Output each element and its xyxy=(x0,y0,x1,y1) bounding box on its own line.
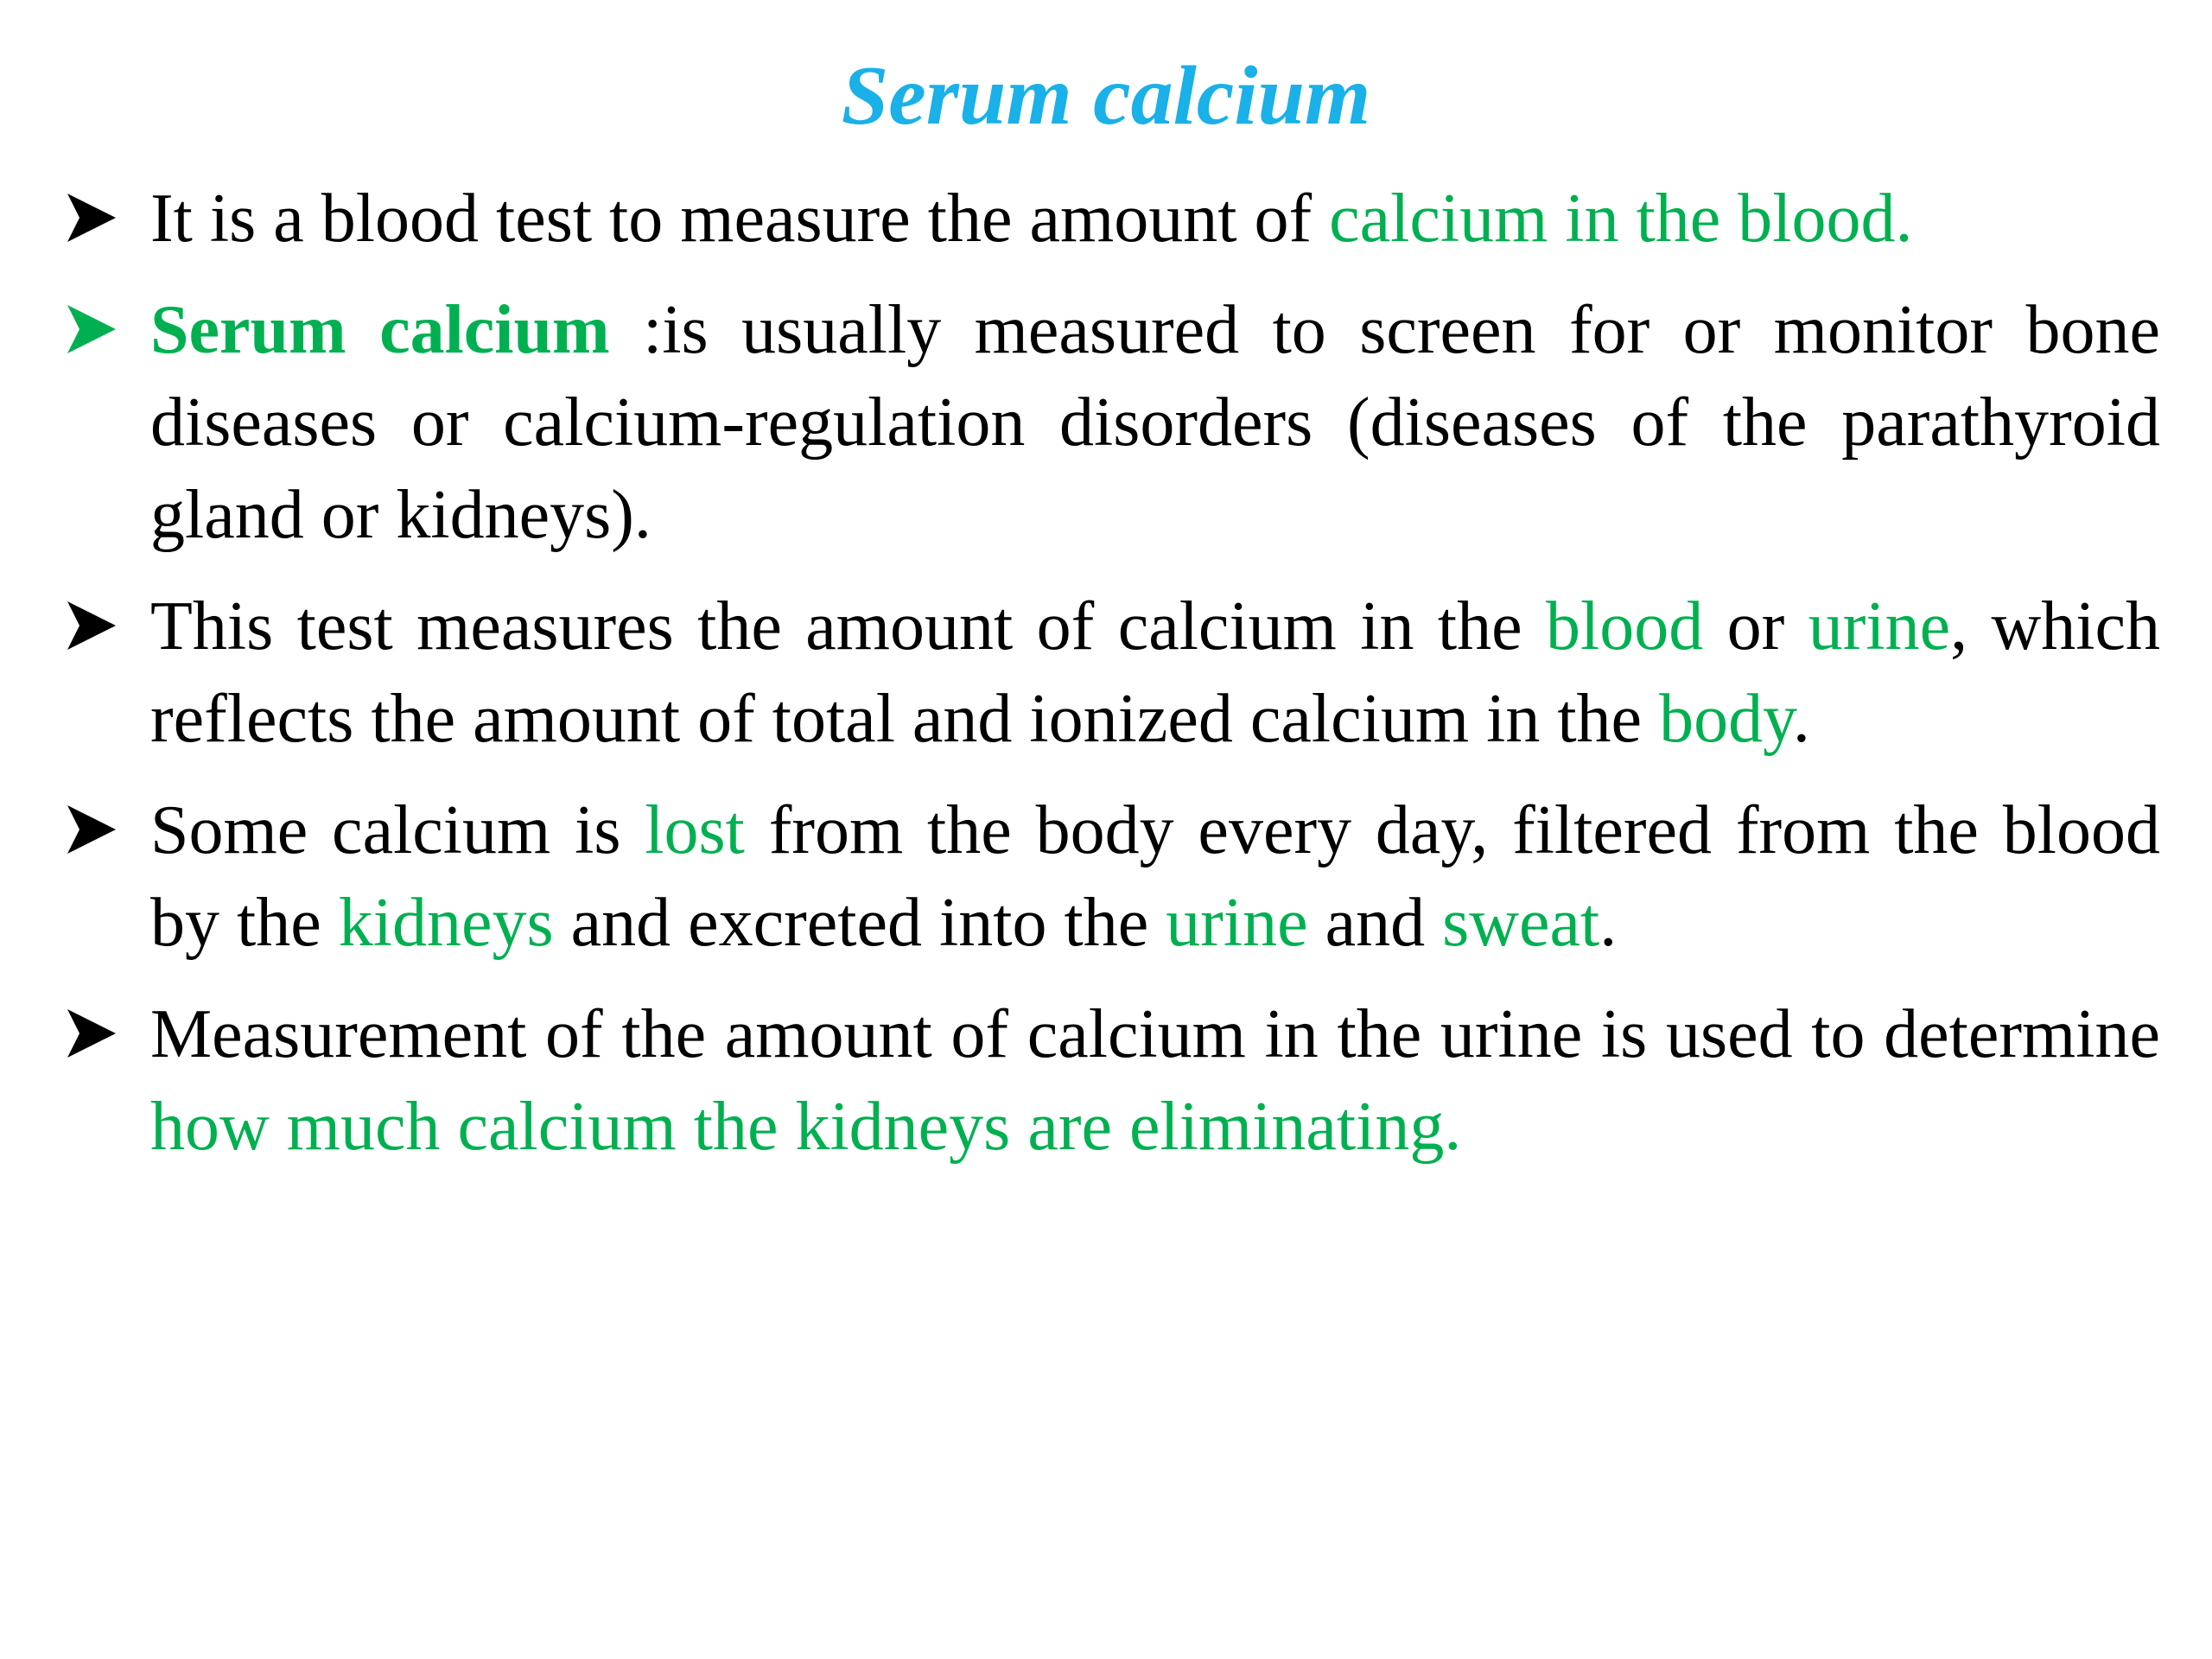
bullet-text-segment: :is usually measured to screen for or monitor bone diseases or calcium-regulation disorders (diseases of the parathyroid gland or kidneys). xyxy=(150,292,2160,553)
highlighted-text-segment: urine xyxy=(1166,885,1308,961)
arrowhead-bullet-icon xyxy=(66,1006,118,1061)
bullet-item xyxy=(66,173,2160,265)
highlighted-text-segment: blood xyxy=(1546,588,1704,664)
slide-title: Serum calcium xyxy=(841,49,1371,143)
highlighted-text-segment: sweat xyxy=(1442,885,1600,961)
bullet-text-segment: from the body every day, filtered from the blood by the xyxy=(150,792,2160,961)
bullet-text-segment: Measurement of the amount of calcium in the urine is used to determine xyxy=(150,996,2160,1072)
bullet-text xyxy=(150,792,2160,961)
bullet-text xyxy=(150,996,2160,1165)
bullet-item xyxy=(66,988,2160,1173)
highlighted-text-segment: kidneys xyxy=(338,885,554,961)
highlighted-text-segment: lost xyxy=(645,792,745,868)
bullet-text xyxy=(150,292,2160,553)
arrowhead-bullet-icon xyxy=(66,190,118,245)
arrowhead-bullet-icon xyxy=(66,802,118,857)
bullet-text-segment: It is a blood test to measure the amount of xyxy=(150,181,1330,257)
arrowhead-bullet-icon xyxy=(66,598,118,653)
highlighted-text-segment: calcium in the blood. xyxy=(1329,181,1913,257)
highlighted-text-segment: body xyxy=(1659,681,1793,757)
highlighted-text-segment: Serum calcium xyxy=(150,292,610,368)
bullet-text xyxy=(150,181,1913,257)
bullet-text-segment: and excreted into the xyxy=(553,885,1166,961)
highlighted-text-segment: how much calcium the kidneys are eliminating. xyxy=(150,1089,1462,1165)
arrowhead-bullet-icon xyxy=(66,302,118,357)
bullet-text-segment: , which reflects the amount of total and ionized calcium in the xyxy=(150,588,2160,757)
bullet-text xyxy=(150,588,2160,757)
bullet-text-segment: and xyxy=(1307,885,1443,961)
bullet-text-segment: Some calcium is xyxy=(150,792,645,868)
bullet-item xyxy=(66,581,2160,766)
bullet-list xyxy=(66,173,2160,1192)
bullet-text-segment: . xyxy=(1599,885,1618,961)
highlighted-text-segment: urine xyxy=(1808,588,1951,664)
bullet-item xyxy=(66,284,2160,562)
bullet-text-segment: This test measures the amount of calcium in the xyxy=(150,588,1547,664)
bullet-item xyxy=(66,785,2160,969)
bullet-text-segment: . xyxy=(1792,681,1810,757)
bullet-text-segment: or xyxy=(1703,588,1808,664)
